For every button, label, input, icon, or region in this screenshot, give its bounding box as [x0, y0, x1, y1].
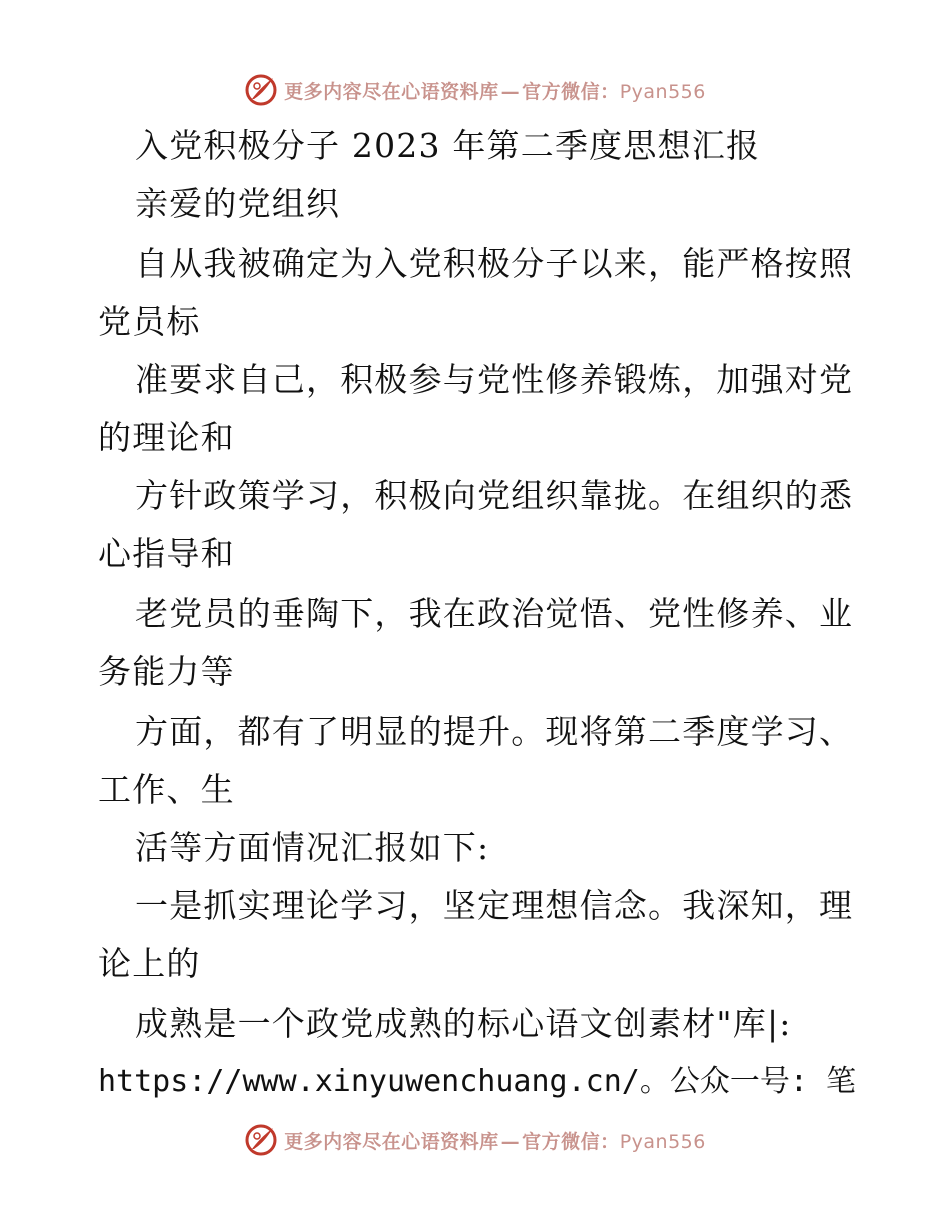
- document-title: 入党积极分子 2023 年第二季度思想汇报: [135, 126, 761, 165]
- paragraph-line: 的理论和: [98, 418, 235, 457]
- paragraph-line: 务能力等: [98, 652, 235, 691]
- footer-watermark: [0, 1120, 950, 1160]
- paragraph-line: 工作、生: [98, 770, 235, 809]
- header-watermark: [0, 70, 950, 110]
- paragraph-line: 成熟是一个政党成熟的标心语文创素材"库|:: [135, 1004, 792, 1043]
- watermark-text: 更多内容尽在心语资料库 — 官方微信：Pyan556: [284, 80, 706, 103]
- paragraph-line: 自从我被确定为入党积极分子以来，能严格按照: [135, 244, 854, 283]
- paragraph-line: 一是抓实理论学习，坚定理想信念。我深知，理: [135, 886, 854, 925]
- paragraph-line-url: https://www.xinyuwenchuang.cn/。公众一号: 笔: [98, 1064, 856, 1099]
- paragraph-line: 论上的: [98, 944, 201, 983]
- paragraph-line: 老党员的垂陶下，我在政治觉悟、党性修养、业: [135, 594, 854, 633]
- paragraph-line: 党员标: [98, 302, 201, 341]
- salutation: 亲爱的党组织: [135, 184, 341, 223]
- paragraph-line: 方针政策学习，积极向党组织靠拢。在组织的悉: [135, 476, 854, 515]
- paragraph-line: 活等方面情况汇报如下:: [135, 828, 490, 867]
- feather-logo-icon: [244, 73, 278, 107]
- watermark-text: 更多内容尽在心语资料库 — 官方微信：Pyan556: [284, 1130, 706, 1153]
- paragraph-line: 方面，都有了明显的提升。现将第二季度学习、: [135, 712, 854, 751]
- paragraph-line: 心指导和: [98, 534, 235, 573]
- paragraph-line: 准要求自己，积极参与党性修养锻炼，加强对党: [135, 360, 854, 399]
- feather-logo-icon: [244, 1123, 278, 1157]
